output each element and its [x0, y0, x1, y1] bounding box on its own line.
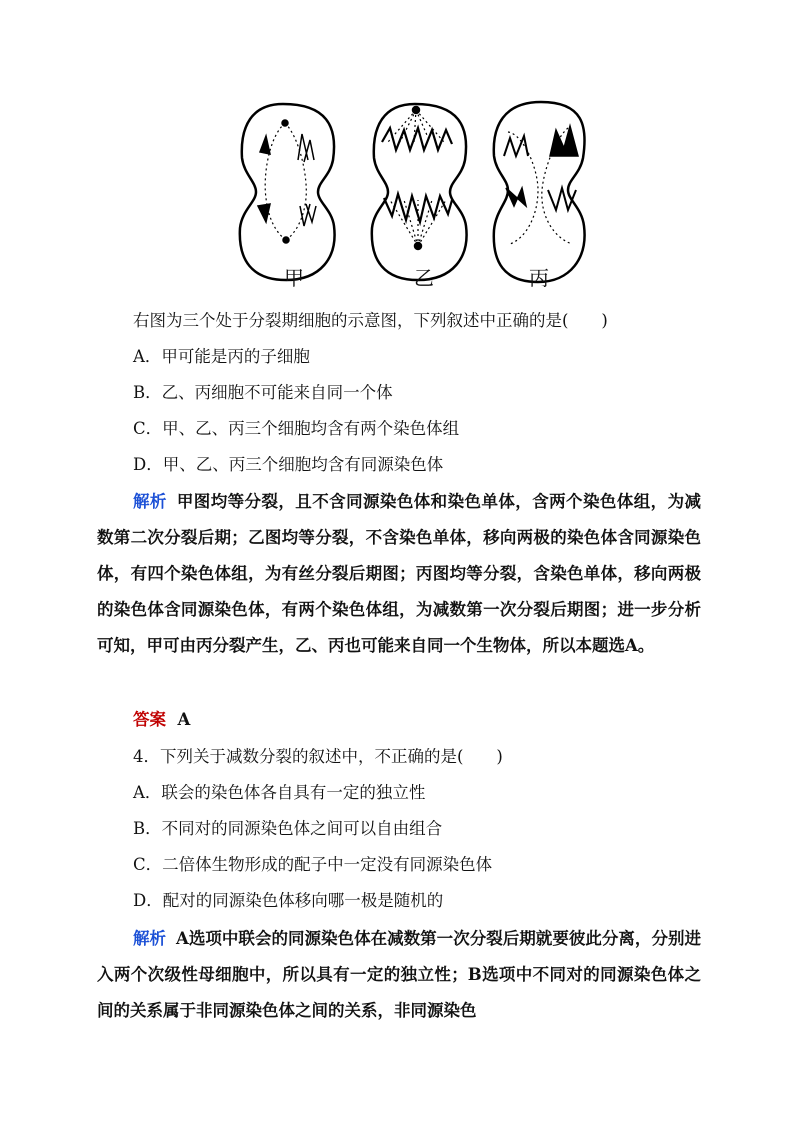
q3-option-a: A．甲可能是丙的子细胞: [133, 347, 310, 366]
q3-answer: [133, 708, 190, 732]
q3-stem: 右图为三个处于分裂期细胞的示意图，下列叙述中正确的是( ): [133, 311, 608, 330]
q3-analysis-text: 甲图均等分裂，且不含同源染色体和染色单体，含两个染色体组，为减数第二次分裂后期；乙图均等分裂，不含染色单体，移向两极的染色体含同源染色体，有四个染色体组，为有丝分裂后期图；丙图均等分裂，含染色单体，移向两极的染色体含同源染色体，有两个染色体组，为减数第一次分裂后期图；进一步分析可知，甲可由丙分裂产生，乙、丙也可能来自同一个生物体，所以本题选A。: [97, 492, 701, 655]
cell-bing-diagram: [494, 102, 585, 282]
q3-option-b: B．乙、丙细胞不可能来自同一个体: [133, 383, 393, 402]
q3-option-c: C．甲、乙、丙三个细胞均含有两个染色体组: [133, 419, 460, 438]
q4-analysis-text: A选项中联会的同源染色体在减数第一次分裂后期就要彼此分离，分别进入两个次级性母细胞中，所以具有一定的独立性；B选项中不同对的同源染色体之间的关系属于非同源染色体之间的关系，非同源染色: [97, 929, 701, 1020]
cell-jia-diagram: [240, 104, 335, 280]
q3-answer-value: A: [177, 710, 191, 729]
q4-option-c: C．二倍体生物形成的配子中一定没有同源染色体: [133, 855, 493, 874]
q3-option-d: D．甲、乙、丙三个细胞均含有同源染色体: [133, 455, 444, 474]
q4-option-b: B．不同对的同源染色体之间可以自由组合: [133, 819, 443, 838]
cell-label-yi: 乙: [414, 266, 434, 290]
cell-yi-diagram: [372, 104, 467, 280]
q4-stem: 4．下列关于减数分裂的叙述中，不正确的是( ): [133, 747, 503, 766]
cell-label-bing: 丙: [529, 266, 549, 290]
q3-answer-tag: 答案: [133, 710, 166, 729]
q4-option-a: A．联会的染色体各自具有一定的独立性: [133, 783, 426, 802]
cell-label-jia: 甲: [284, 266, 304, 290]
q3-analysis-tag: 解析: [133, 492, 167, 511]
q4-analysis: [97, 921, 701, 1029]
q4-option-d: D．配对的同源染色体移向哪一极是随机的: [133, 891, 444, 910]
q3-analysis: [97, 484, 701, 664]
q4-analysis-tag: 解析: [133, 929, 167, 948]
